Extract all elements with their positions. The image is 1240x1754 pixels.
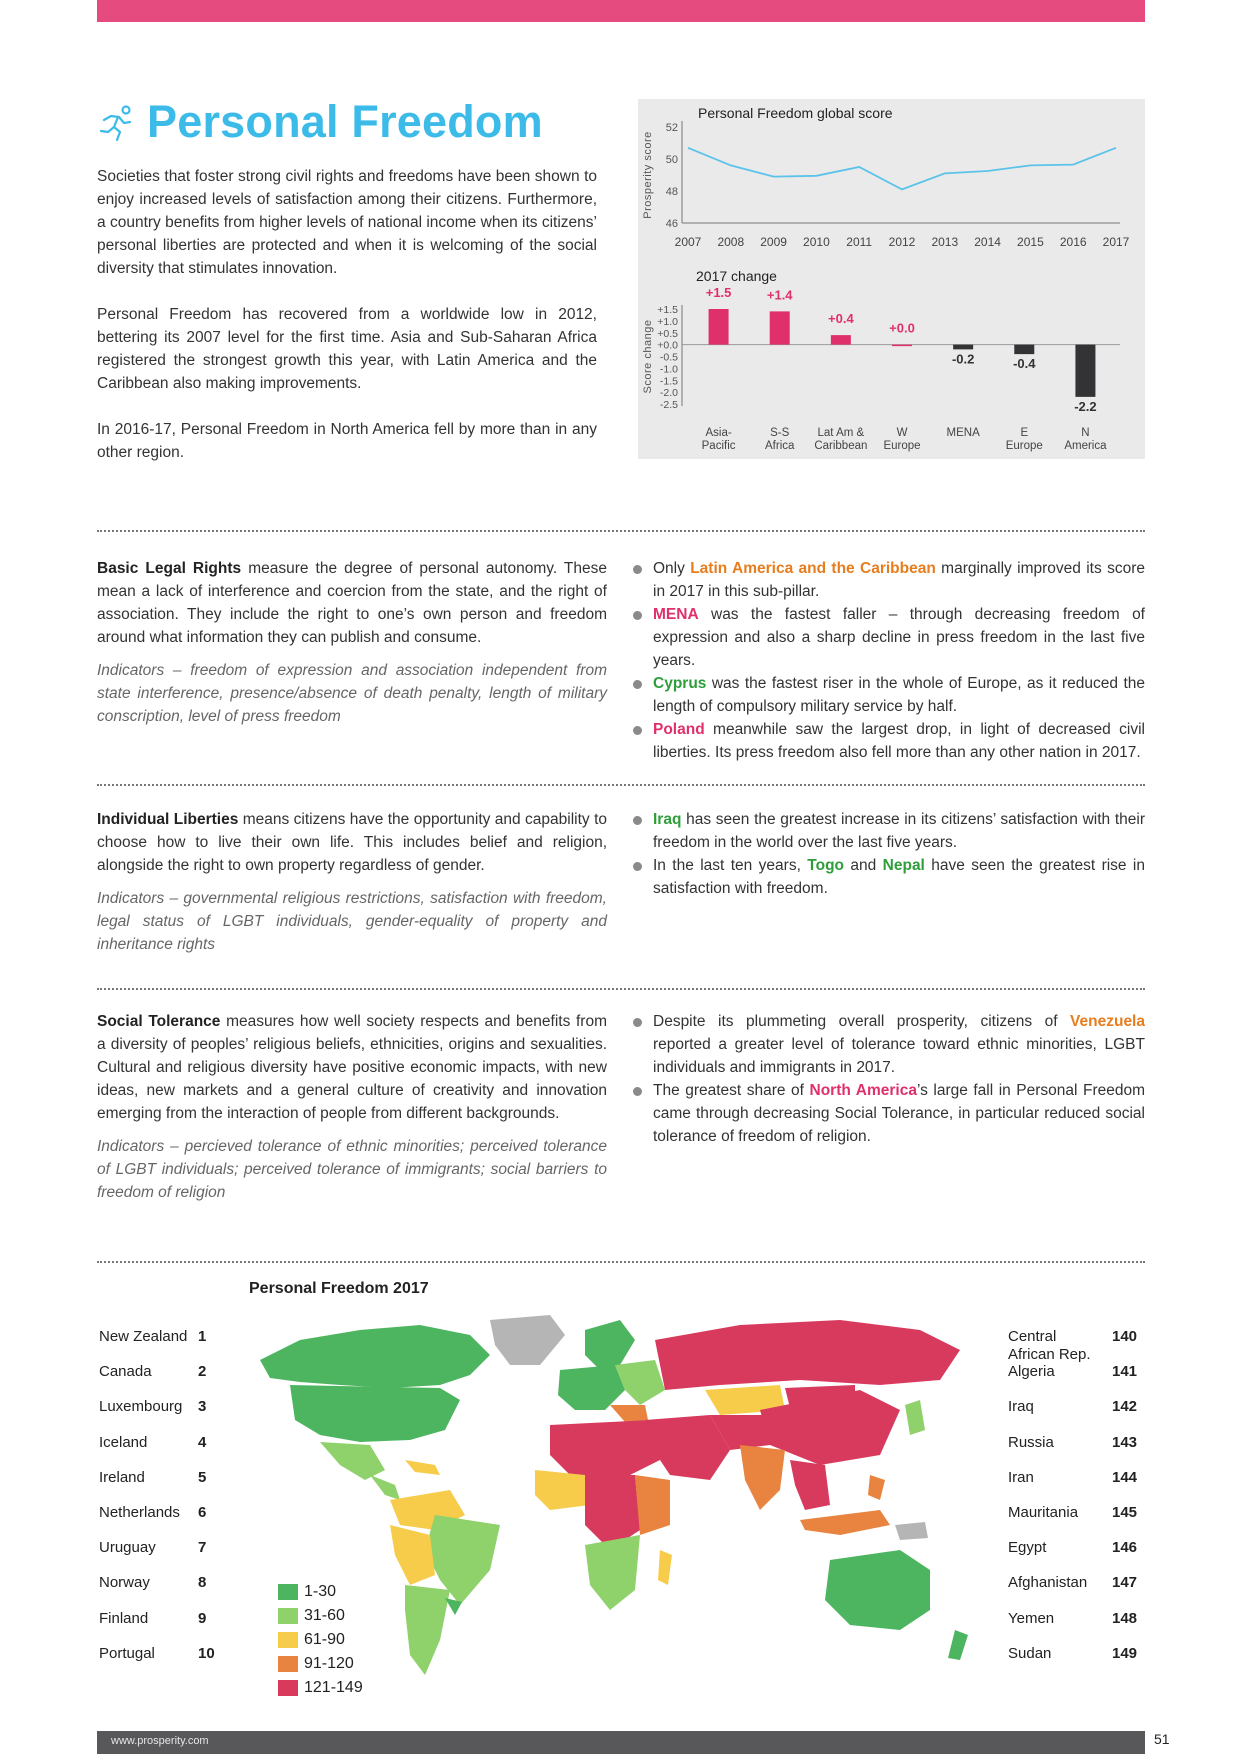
map-region-india — [740, 1445, 785, 1510]
map-region-balkans — [610, 1405, 648, 1422]
country-name: Russia — [1008, 1433, 1054, 1451]
y-tick-label: +1.5 — [657, 304, 678, 316]
bar — [831, 335, 851, 345]
data-label: -0.2 — [951, 351, 975, 367]
legend-label: 121-149 — [304, 1679, 363, 1696]
country-rank: 145 — [1112, 1504, 1138, 1521]
bar — [953, 345, 973, 350]
y-tick-label: 52 — [665, 122, 678, 134]
legend-swatch — [278, 1656, 298, 1672]
country-name: Iceland — [99, 1433, 148, 1451]
legend-swatch — [278, 1584, 298, 1600]
country-name: Luxembourg — [99, 1398, 183, 1416]
country-name: Mauritania — [1008, 1504, 1079, 1521]
legend-item — [278, 1676, 363, 1700]
data-label: +1.5 — [705, 285, 732, 300]
country-name: Iraq — [1008, 1398, 1034, 1416]
list-item: Cyprus was the fastest riser in the whole of Europe, as it reduced the length of compulsory military service by half. — [633, 672, 1145, 718]
section-bullets — [633, 557, 1145, 764]
list-item: Only Latin America and the Caribbean marginally improved its score in 2017 in this sub-pillar. — [633, 557, 1145, 603]
category-label: W — [896, 427, 908, 439]
map-region-southern-africa — [585, 1535, 640, 1610]
country-rank: 148 — [1112, 1609, 1138, 1627]
legend-item — [278, 1604, 363, 1628]
data-label: +0.0 — [889, 320, 915, 336]
category-label: Asia- — [705, 427, 732, 439]
map-region-greenland — [490, 1315, 565, 1365]
legend-label: 91-120 — [304, 1655, 354, 1672]
y-tick-label: -2.0 — [659, 387, 678, 400]
category-label: America — [1064, 440, 1107, 452]
map-region-peru-bolivia — [390, 1525, 435, 1585]
map-title: Personal Freedom 2017 — [249, 1280, 429, 1297]
data-label: -0.4 — [1013, 356, 1036, 372]
legend-label: 1-30 — [304, 1583, 337, 1600]
category-label: Europe — [883, 440, 921, 452]
y-tick-label: +0.0 — [657, 339, 678, 352]
section-text — [97, 1010, 607, 1125]
section-indicators: Indicators – governmental religious restrictions, satisfaction with freedom, legal status of LGBT individuals, gender-equality of property and inheritance rights — [97, 890, 607, 953]
x-tick-label: 2013 — [931, 235, 959, 249]
map-region-png — [895, 1522, 928, 1540]
map-legend — [278, 1580, 363, 1700]
x-tick-label: 2017 — [1102, 235, 1130, 249]
country-rank: 141 — [1112, 1363, 1138, 1381]
map-region-mongolia — [785, 1385, 855, 1408]
section-title: Basic Legal Rights — [97, 560, 242, 577]
country-name: Norway — [99, 1574, 150, 1592]
country-rank: 146 — [1112, 1539, 1138, 1557]
country-name: Portugal — [99, 1644, 155, 1662]
intro-paragraph: In 2016-17, Personal Freedom in North America fell by more than in any other region. — [97, 421, 597, 461]
country-rank: 4 — [198, 1433, 207, 1451]
section-desc: measure the degree of personal autonomy. These mean a lack of interference and coercion from the state, and the right of association. They include the right to one’s own person and freedom around what information they can publish and consume. — [97, 560, 607, 646]
y-tick-label: -1.0 — [659, 363, 678, 376]
bar-chart-ylabel: Score change — [642, 319, 654, 394]
divider — [97, 784, 1145, 786]
x-tick-label: 2015 — [1017, 235, 1044, 249]
bar — [1075, 345, 1095, 397]
section-bullets — [633, 1010, 1145, 1148]
country-rank: 140 — [1112, 1328, 1138, 1345]
category-label: Europe — [1005, 440, 1043, 452]
section-description — [97, 808, 607, 966]
country-rank: 2 — [198, 1363, 207, 1381]
bar-chart-title: 2017 change — [696, 268, 777, 284]
series-line — [688, 148, 1116, 190]
x-tick-label: 2008 — [717, 235, 745, 249]
legend-swatch — [278, 1632, 298, 1648]
country-rank: 6 — [198, 1504, 207, 1521]
category-label: Caribbean — [814, 440, 868, 452]
category-label: S-S — [770, 427, 790, 439]
list-item: The greatest share of North America’s large fall in Personal Freedom came through decreasing Social Tolerance, in particular reduced social tolerance of freedom of religion. — [633, 1079, 1145, 1148]
section-desc: measures how well society respects and benefits from a diversity of peoples’ religious beliefs, ethnicities, origins and sexualities. Cultural and religious diversity have positive economic impacts, with new ideas, new markets and a general culture of creativity and innovation emerging from the interaction of people from different backgrounds. — [97, 1013, 607, 1122]
data-label: +0.4 — [828, 311, 854, 327]
section-text — [97, 557, 607, 649]
category-label: Lat Am & — [817, 427, 865, 439]
list-item: In the last ten years, Togo and Nepal have seen the greatest rise in satisfaction with freedom. — [633, 854, 1145, 900]
country-rank: 149 — [1112, 1644, 1138, 1662]
map-region-western-europe — [558, 1365, 625, 1410]
legend-item — [278, 1580, 363, 1604]
y-tick-label: +1.0 — [657, 315, 678, 328]
page-number: 51 — [1154, 1731, 1170, 1747]
y-tick-label: 46 — [665, 218, 678, 230]
y-tick-label: -1.5 — [659, 375, 678, 388]
country-name: Uruguay — [99, 1539, 156, 1557]
highlight-country: Venezuela — [1070, 1013, 1145, 1030]
country-name: Yemen — [1008, 1609, 1055, 1627]
y-tick-label: +0.5 — [657, 327, 678, 340]
map-region-philippines — [868, 1475, 885, 1500]
map-region-east-africa — [635, 1475, 670, 1535]
x-tick-label: 2012 — [888, 235, 916, 249]
map-region-new-zealand — [948, 1630, 968, 1660]
section-indicators: Indicators – percieved tolerance of ethnic minorities; perceived tolerance of LGBT individuals; perceived tolerance of immigrants; social barriers to freedom of religion — [97, 1138, 607, 1201]
country-rank: 9 — [198, 1609, 207, 1627]
map-region-madagascar — [658, 1550, 672, 1585]
list-item: Iraq has seen the greatest increase in its citizens’ satisfaction with their freedom in the world over the last five years. — [633, 808, 1145, 854]
section-indicators: Indicators – freedom of expression and association independent from state interference, presence/absence of death penalty, length of military conscription, level of press freedom — [97, 662, 607, 725]
country-name: Netherlands — [99, 1504, 180, 1521]
list-item: MENA was the fastest faller – through decreasing freedom of expression and also a sharp decline in press freedom in the last five years. — [633, 603, 1145, 672]
highlight-region: North America — [809, 1082, 917, 1099]
country-name: Finland — [99, 1609, 149, 1627]
highlight-country: Cyprus — [653, 675, 707, 692]
country-name: Ireland — [99, 1468, 145, 1486]
y-tick-label: 50 — [665, 154, 678, 166]
country-rank: 147 — [1112, 1574, 1138, 1592]
country-name: New Zealand — [99, 1328, 188, 1345]
highlight-country: Poland — [653, 721, 705, 738]
country-rank: 8 — [198, 1574, 207, 1592]
category-label: E — [1020, 427, 1029, 439]
category-label: Pacific — [701, 440, 736, 452]
line-chart-title: Personal Freedom global score — [698, 105, 893, 121]
top-ranking-list — [99, 1328, 219, 1688]
y-tick-label: 48 — [665, 186, 678, 198]
country-name: Algeria — [1008, 1363, 1055, 1381]
runner-icon — [97, 102, 137, 142]
section-description — [97, 1010, 607, 1214]
divider — [97, 530, 1145, 532]
divider — [97, 1261, 1145, 1263]
map-region-australia — [825, 1550, 930, 1630]
map-region-southeast-asia — [790, 1460, 830, 1510]
country-name: Sudan — [1008, 1644, 1052, 1662]
y-tick-label: -0.5 — [659, 351, 678, 364]
chart-panel — [638, 99, 1145, 459]
map-region-indonesia — [800, 1510, 890, 1535]
intro-text — [97, 165, 597, 487]
x-tick-label: 2009 — [760, 235, 787, 249]
bar — [709, 309, 729, 345]
category-label: Africa — [765, 440, 795, 452]
map-region-eastern-europe — [615, 1360, 665, 1405]
list-item: Poland meanwhile saw the largest drop, in light of decreased civil liberties. Its press freedom also fell more than any other nation in 2017. — [633, 718, 1145, 764]
bar — [1014, 345, 1034, 355]
bar — [892, 345, 912, 347]
y-tick-label: -2.5 — [659, 399, 678, 411]
highlight-country: Togo — [807, 857, 845, 874]
country-name: Egypt — [1008, 1539, 1047, 1557]
highlight-region: MENA — [653, 606, 699, 623]
x-tick-label: 2014 — [974, 235, 1001, 249]
page-title: Personal Freedom — [147, 96, 543, 147]
x-tick-label: 2010 — [803, 235, 830, 249]
legend-item — [278, 1628, 363, 1652]
legend-label: 61-90 — [304, 1631, 345, 1648]
charts-svg — [638, 99, 1145, 459]
map-region-canada — [260, 1325, 490, 1388]
legend-swatch — [278, 1680, 298, 1696]
map-region-scandinavia — [585, 1320, 635, 1370]
x-tick-label: 2011 — [846, 235, 873, 249]
legend-swatch — [278, 1608, 298, 1624]
map-region-caribbean — [405, 1460, 440, 1475]
map-region-central-america — [370, 1475, 400, 1500]
highlight-region: Latin America and the Caribbean — [690, 560, 936, 577]
country-name: Central African Rep. — [1008, 1328, 1091, 1363]
section-description — [97, 557, 607, 738]
x-tick-label: 2016 — [1059, 235, 1087, 249]
bottom-ranking-list — [1008, 1328, 1143, 1688]
map-region-usa — [290, 1385, 460, 1442]
highlight-country: Nepal — [882, 857, 925, 874]
section-bullets — [633, 808, 1145, 900]
section-desc: means citizens have the opportunity and capability to choose how to live their own life. This includes belief and religion, alongside the right to own property regardless of gender. — [97, 811, 607, 874]
country-name: Afghanistan — [1008, 1574, 1088, 1592]
country-name: Canada — [99, 1363, 152, 1381]
country-rank: 143 — [1112, 1433, 1138, 1451]
country-rank: 3 — [198, 1398, 207, 1416]
map-region-north-africa — [550, 1420, 660, 1475]
country-rank: 10 — [198, 1644, 215, 1662]
data-label: -2.2 — [1074, 398, 1097, 414]
footer-url[interactable]: www.prosperity.com — [111, 1735, 209, 1747]
intro-paragraph: Personal Freedom has recovered from a worldwide low in 2012, bettering its 2007 level for the first time. Asia and Sub-Saharan Africa registered the strongest growth this year, with Latin America and the Caribbean also making improvements. — [97, 306, 597, 392]
footer-bar — [97, 1731, 1145, 1754]
country-rank: 144 — [1112, 1468, 1138, 1486]
legend-label: 31-60 — [304, 1607, 345, 1624]
map-region-japan-korea — [905, 1400, 925, 1435]
country-name: Iran — [1008, 1468, 1034, 1486]
list-item: Despite its plummeting overall prosperity, citizens of Venezuela reported a greater level of tolerance toward ethnic minorities, LGBT individuals and immigrants in 2017. — [633, 1010, 1145, 1079]
category-label: N — [1081, 427, 1090, 439]
highlight-country: Iraq — [653, 811, 682, 828]
map-region-mexico — [320, 1442, 385, 1480]
data-label: +1.4 — [766, 287, 793, 303]
section-title: Social Tolerance — [97, 1013, 221, 1030]
intro-paragraph: Societies that foster strong civil rights and freedoms have been shown to enjoy increased levels of satisfaction among their citizens. Furthermore, a country benefits from higher levels of national income when its citizens’ personal liberties are protected and when it is welcoming of the social diversity that stimulates innovation. — [97, 168, 597, 277]
map-region-russia — [655, 1320, 960, 1390]
category-label: MENA — [946, 427, 980, 439]
x-tick-label: 2007 — [674, 235, 702, 249]
country-rank: 1 — [198, 1328, 207, 1345]
line-chart-ylabel: Prosperity score — [642, 131, 654, 219]
divider — [97, 988, 1145, 990]
top-accent-bar — [97, 0, 1145, 22]
section-text — [97, 808, 607, 877]
map-region-west-africa — [535, 1470, 590, 1510]
bar — [770, 311, 790, 344]
map-region-argentina-chile — [405, 1585, 450, 1675]
country-rank: 7 — [198, 1539, 207, 1557]
country-rank: 5 — [198, 1468, 207, 1486]
country-rank: 142 — [1112, 1398, 1138, 1416]
section-title: Individual Liberties — [97, 811, 239, 828]
title-block — [97, 96, 543, 148]
legend-item — [278, 1652, 363, 1676]
